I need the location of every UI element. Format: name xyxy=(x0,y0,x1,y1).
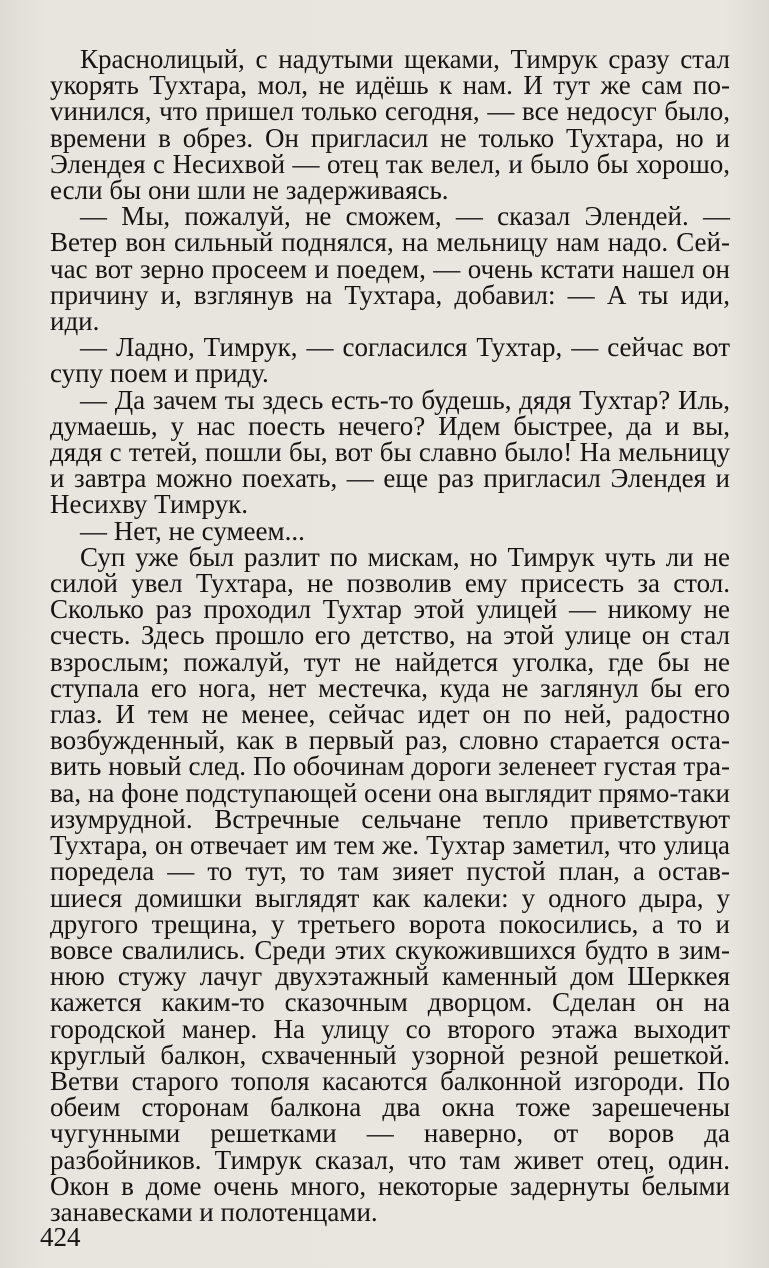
body-text xyxy=(50,46,730,1225)
page-number: 424 xyxy=(40,1222,81,1252)
paragraph-6: Суп уже был разлит по мискам, но Тимрук чуть ли не силой увел Тухтара, не позволив ему присесть за стол. Сколько раз проходил Тухтар этой улицей — никому не счесть. Здесь прошло его детство, на этой улице он стал взрослым; пожалуй, тут не найдется уголка, где бы не ступала его нога, нет местечка, куда не заглянул бы его глаз. И тем не менее, сейчас идет он по ней, радостно возбужденный, как в первый раз, словно старается оставить новый след. По обочинам дороги зеленеет густая трава, на фоне подступающей осени она выглядит прямо-таки изумрудной. Встречные сельчане тепло приветствуют Тухтара, он отвечает им тем же. Тухтар заметил, что улица поредела — то тут, то там зияет пустой план, а оставшиеся домишки выглядят как калеки: у одного дыра, у другого трещина, у третьего ворота покосились, а то и вовсе свалились. Среди этих скукожившихся будто в зимнюю стужу лачуг двухэтажный каменный дом Шерккея кажется каким-то сказочным дворцом. Сделан он на городской манер. На улицу со второго этажа выходит круглый балкон, схваченный узорной резной решеткой. Ветви старого тополя касаются балконной изгороди. По обеим сторонам балкона два окна тоже зарешечены чугунными решетками — наверно, от воров да разбойников. Тимрук сказал, что там живет отец, один. Окон в доме очень много, некоторые задернуты белыми занавесками и полотенцами. xyxy=(50,541,730,1227)
paragraph-2: — Мы, пожалуй, не сможем, — сказал Элендей. — Ветер вон сильный поднялся, на мельницу нам надо. Сейчас вот зерно просеем и поедем, — очень кстати нашел он причину и, взглянув на Тухтара, добавил: — А ты иди, иди. xyxy=(50,201,730,337)
paragraph-5: — Нет, не сумеем... xyxy=(80,515,305,546)
paragraph-1: Краснолицый, с надутыми щеками, Тимрук сразу стал укорять Тухтара, мол, не идёшь к нам. И тут же сам поvинился, что пришел только сегодня, — все недосуг было, времени в обрез. Он пригласил не только Тухтара, но и Элендея с Несихвой — отец так велел, и было бы хорошо, если бы они шли не задерживаясь. xyxy=(50,44,730,206)
paragraph-3: — Ладно, Тимрук, — согласился Тухтар, — сейчас вот супу поем и приду. xyxy=(50,332,730,389)
paragraph-4: — Да зачем ты здесь есть-то будешь, дядя Тухтар? Иль, думаешь, у нас поесть нечего? Идем быстрее, да и вы, дядя с тетей, пошли бы, вот бы славно было! На мельницу и завтра можно поехать, — еще раз пригласил Элендея и Несихву Тимрук. xyxy=(50,384,730,520)
